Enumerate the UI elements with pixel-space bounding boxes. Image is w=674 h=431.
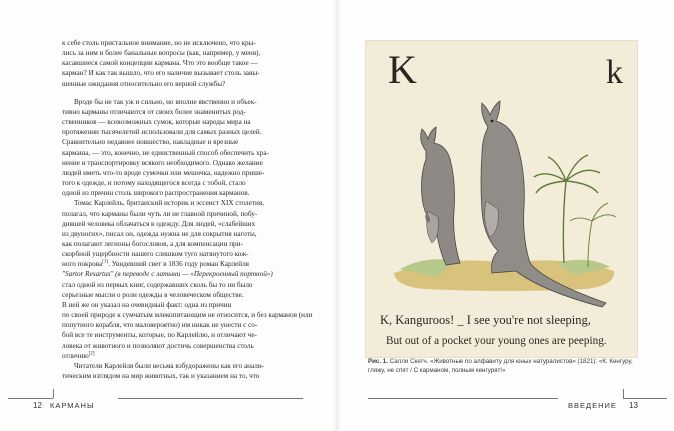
footer-tick-right: [623, 389, 624, 398]
body-text: [62, 38, 320, 381]
footnote-mark[interactable]: [2]: [88, 351, 95, 357]
plate-verse-line-2: But out of a pocket your young ones are peeping.: [386, 335, 607, 347]
footer-rule-left-long: [118, 398, 303, 399]
paragraph-2: Вроде бы не так уж и сильно, но вполне явственно и объек- тивно карманы отличаются от своих более знаменитых род- ственников — всевозможных сумок, которые народы мира на протяжении тысячелетий использовали для самых разных целей. Сравнительно недавнее новшество, накладные и врезные карманы, — это, конечно, не единственный способ обеспечить хра- нение и транспортировку всякого необходимого. Однако желание людей иметь что-то вроде сумочки или мешочка, надежно прише- того к одежде, и потому находящегося всегда с тобой, стало одной из причин столь широкого распространения карманов.: [62, 97, 269, 198]
footer-tick-left: [53, 389, 54, 398]
paragraph-4: Читатели Карлейля были весьма взбудоражены как его анали- тическим взглядом на мир животных, так и указанием на то, что: [62, 361, 265, 380]
palm-tree-icon: [534, 155, 600, 263]
footer-rule-left: [8, 398, 53, 399]
running-head-right: ВВЕДЕНИЕ: [568, 401, 617, 410]
plate-letter-lower: k: [606, 54, 623, 91]
plate-verse-line-1: K, Kanguroos! _ I see you're not sleeping,: [380, 313, 591, 327]
paragraph-3: Томас Карлейль, британский историк и эссеист XIX столетия, полагал, что карманы были чуть ли не главной причиной, побу- дившей человека облачаться в одежду. Для людей, «слабейших из двуногих», писал он, одежда нужна не для сокрытия наготы, как полагают легионы богословов, а для компенсации при- скорбной ущербности нашего слишком туго натянутого кож- ного покрова[1]. Увидевший свет в 1836 году роман Карлейля "Sartor Resartus" (в переводе с латыни — «Перекроенный портной») стал одной из первых книг, содержавших сколь бы то ни было серьезные мысли о роли одежды в человеческом обществе. В ней же он указал на очевидный факт: одна из причин по своей природе к сумчатым млекопитающим не относится, и без карманов (или попутного корабля, что маловероятно) им никак не унести с со- бой все те инструменты, которые, по Карлейлю, и отличают че- ловека от животного и позволяют достичь совершенства столь отличию[2]: [62, 199, 313, 360]
footnote-mark[interactable]: [1]: [102, 259, 109, 265]
page-number-left: 12: [33, 401, 42, 410]
page-number-right: 13: [629, 401, 638, 410]
caption-text: Салли Скетч. «Животные по алфавиту для юных натуралистов» (1821): «К: Кенгуру, гляжу, не спят / С карманом, полным кенгурят!»: [368, 358, 633, 374]
kangaroo-plate: [365, 40, 638, 358]
paragraph-1: к себе столь пристальное внимание, но не исключено, что кры- лись за ним и более банальные вопросы (как, например, у меня), касавшиеся самой концепции кармана. Что это вообще такое — карман? И как так вышло, что его наличие вызывает столь завы- шенные ожидания относительно его верной службы?: [62, 39, 261, 88]
running-head-left: КАРМАНЫ: [50, 401, 95, 410]
plate-letter-upper: K: [388, 47, 417, 92]
gutter-shadow: [333, 0, 341, 431]
figure-caption: [368, 358, 638, 375]
kangaroo-icon: [421, 127, 460, 265]
footer-rule-right-long: [368, 398, 558, 399]
caption-label: Рис. 1.: [368, 358, 388, 365]
palm-tree-icon: [570, 203, 616, 267]
kangaroo-illustration: [366, 41, 637, 357]
footer-rule-right: [623, 398, 667, 399]
